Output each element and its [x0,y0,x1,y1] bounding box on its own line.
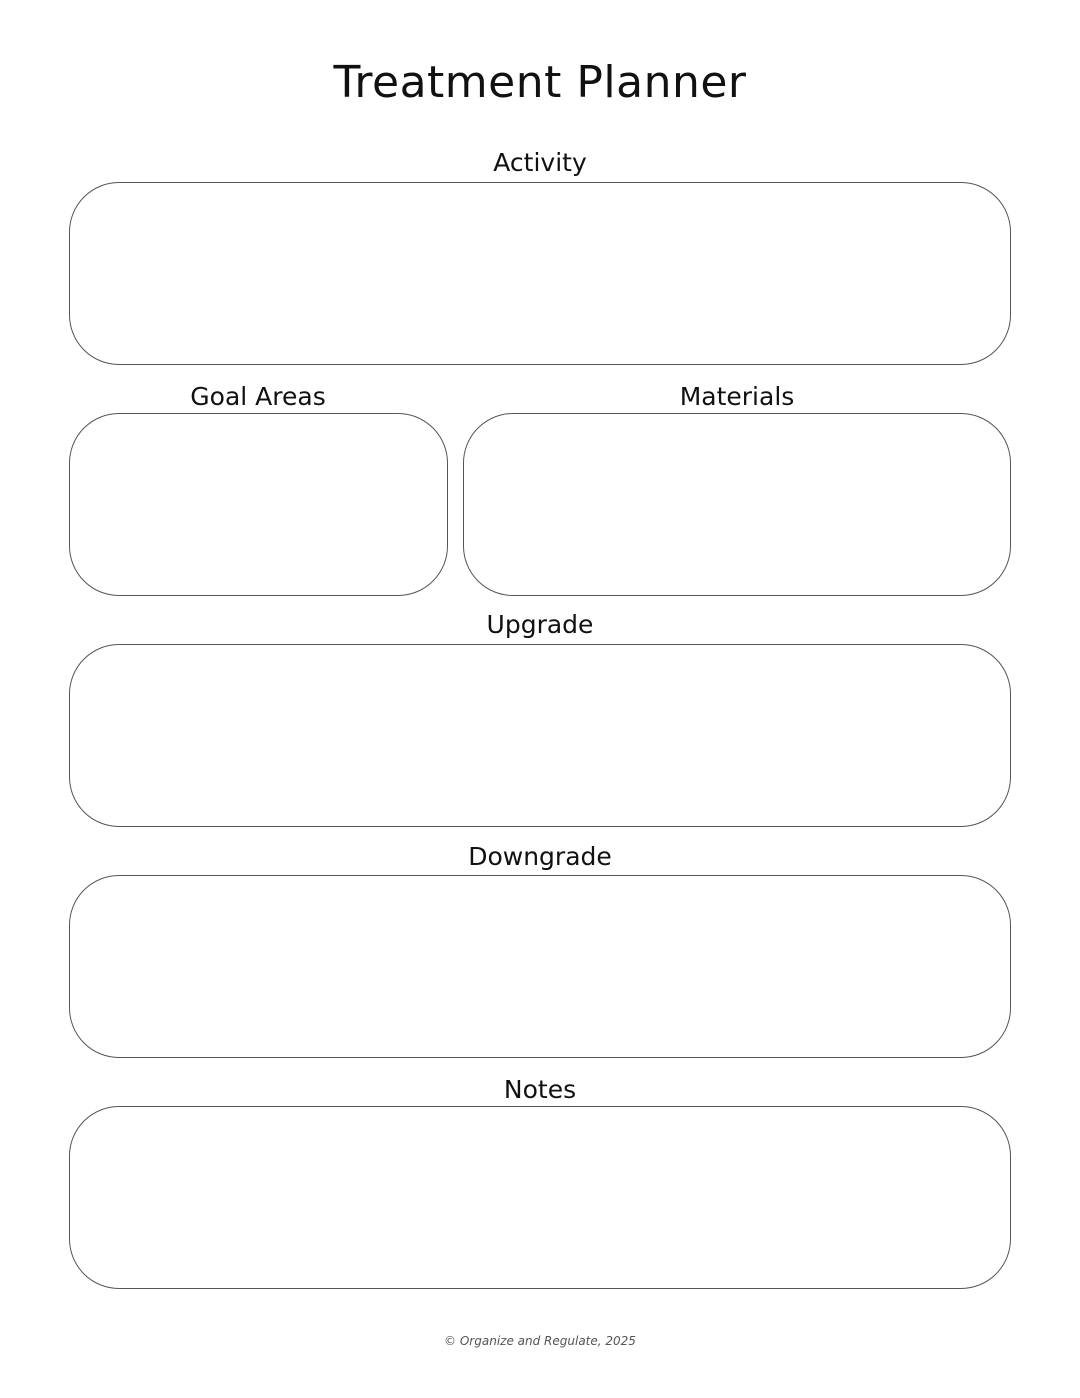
goal-areas-label: Goal Areas [190,382,326,411]
downgrade-label: Downgrade [468,842,612,871]
activity-label: Activity [493,148,587,177]
upgrade-box[interactable] [69,644,1011,827]
upgrade-label: Upgrade [486,610,594,639]
page-title: Treatment Planner [333,57,747,108]
downgrade-box[interactable] [69,875,1011,1058]
notes-box[interactable] [69,1106,1011,1289]
notes-label: Notes [503,1075,577,1104]
materials-label: Materials [679,382,795,411]
copyright-footer: © Organize and Regulate, 2025 [444,1334,636,1348]
materials-box[interactable] [463,413,1011,596]
goal-areas-box[interactable] [69,413,448,596]
activity-box[interactable] [69,182,1011,365]
